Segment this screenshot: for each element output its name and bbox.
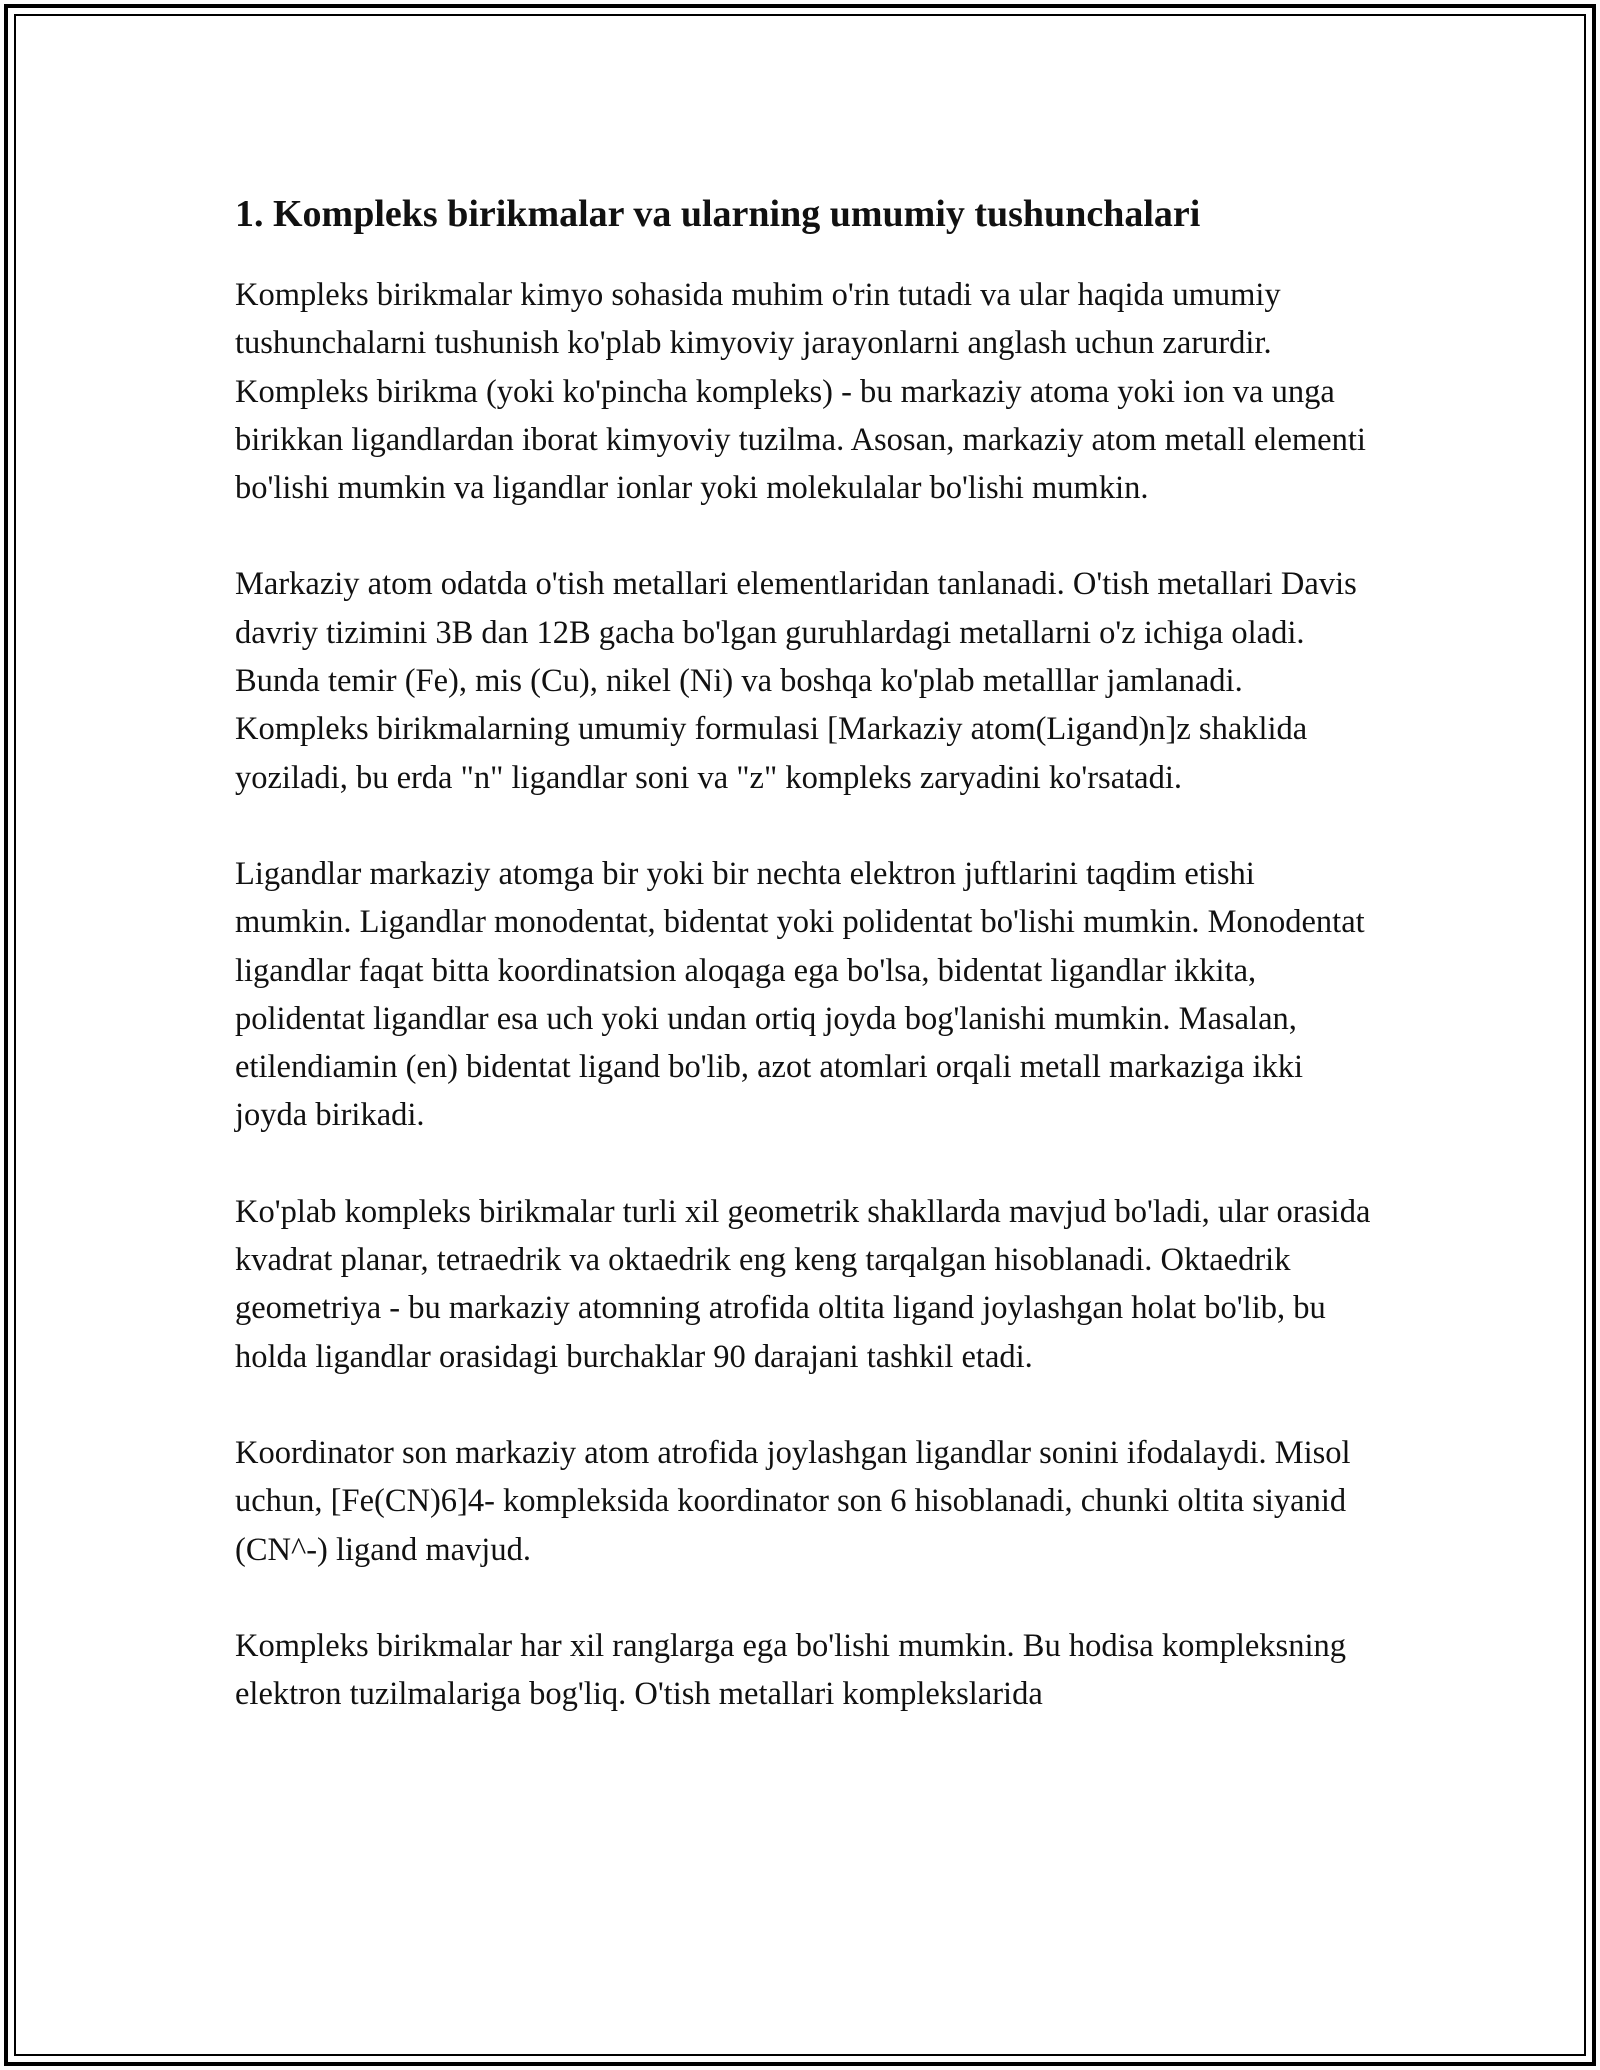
paragraph-4: Ko'plab kompleks birikmalar turli xil geometrik shakllarda mavjud bo'ladi, ular orasida kvadrat planar, tetraedrik va oktaedrik eng keng tarqalgan hisoblanadi. Oktaedrik geometriya - bu markaziy atomning atrofida oltita ligand joylashgan holat bo'lib, bu holda ligandlar orasidagi burchaklar 90 darajani tashkil etadi.: [235, 1193, 1371, 1375]
document-body: [235, 185, 1375, 1718]
paragraph-5: Koordinator son markaziy atom atrofida joylashgan ligandlar sonini ifodalaydi. Misol uchun, [Fe(CN)6]4- kompleksida koordinator son 6 hisoblanadi, chunki oltita siyanid (CN^-) ligand mavjud.: [235, 1434, 1351, 1568]
paragraph-2: Markaziy atom odatda o'tish metallari elementlaridan tanlanadi. O'tish metallari Davis davriy tizimini 3B dan 12B gacha bo'lgan guruhlardagi metallarni o'z ichiga oladi. Bunda temir (Fe), mis (Cu), nikel (Ni) va boshqa ko'plab metalllar jamlanadi. Kompleks birikmalarning umumiy formulasi [Markaziy atom(Ligand)n]z shaklida yoziladi, bu erda "n" ligandlar soni va "z" kompleks zaryadini ko'rsatadi.: [235, 566, 1357, 796]
paragraph-3: Ligandlar markaziy atomga bir yoki bir nechta elektron juftlarini taqdim etishi mumkin. Ligandlar monodentat, bidentat yoki polidentat bo'lishi mumkin. Monodentat ligandlar faqat bitta koordinatsion aloqaga ega bo'lsa, bidentat ligandlar ikkita, polidentat ligandlar esa uch yoki undan ortiq joyda bog'lanishi mumkin. Masalan, etilendiamin (en) bidentat ligand bo'lib, azot atomlari orqali metall markaziga ikki joyda birikadi.: [235, 855, 1365, 1134]
paragraph-6: Kompleks birikmalar har xil ranglarga ega bo'lishi mumkin. Bu hodisa kompleksning elektron tuzilmalariga bog'liq. O'tish metallari komplekslarida: [235, 1627, 1346, 1713]
section-heading: 1. Kompleks birikmalar va ularning umumiy tushunchalari: [235, 193, 1201, 235]
paragraph-1: Kompleks birikmalar kimyo sohasida muhim o'rin tutadi va ular haqida umumiy tushunchalarni tushunish ko'plab kimyoviy jarayonlarni anglash uchun zarurdir. Kompleks birikma (yoki ko'pincha kompleks) - bu markaziy atoma yoki ion va unga birikkan ligandlardan iborat kimyoviy tuzilma. Asosan, markaziy atom metall elementi bo'lishi mumkin va ligandlar ionlar yoki molekulalar bo'lishi mumkin.: [235, 277, 1366, 507]
